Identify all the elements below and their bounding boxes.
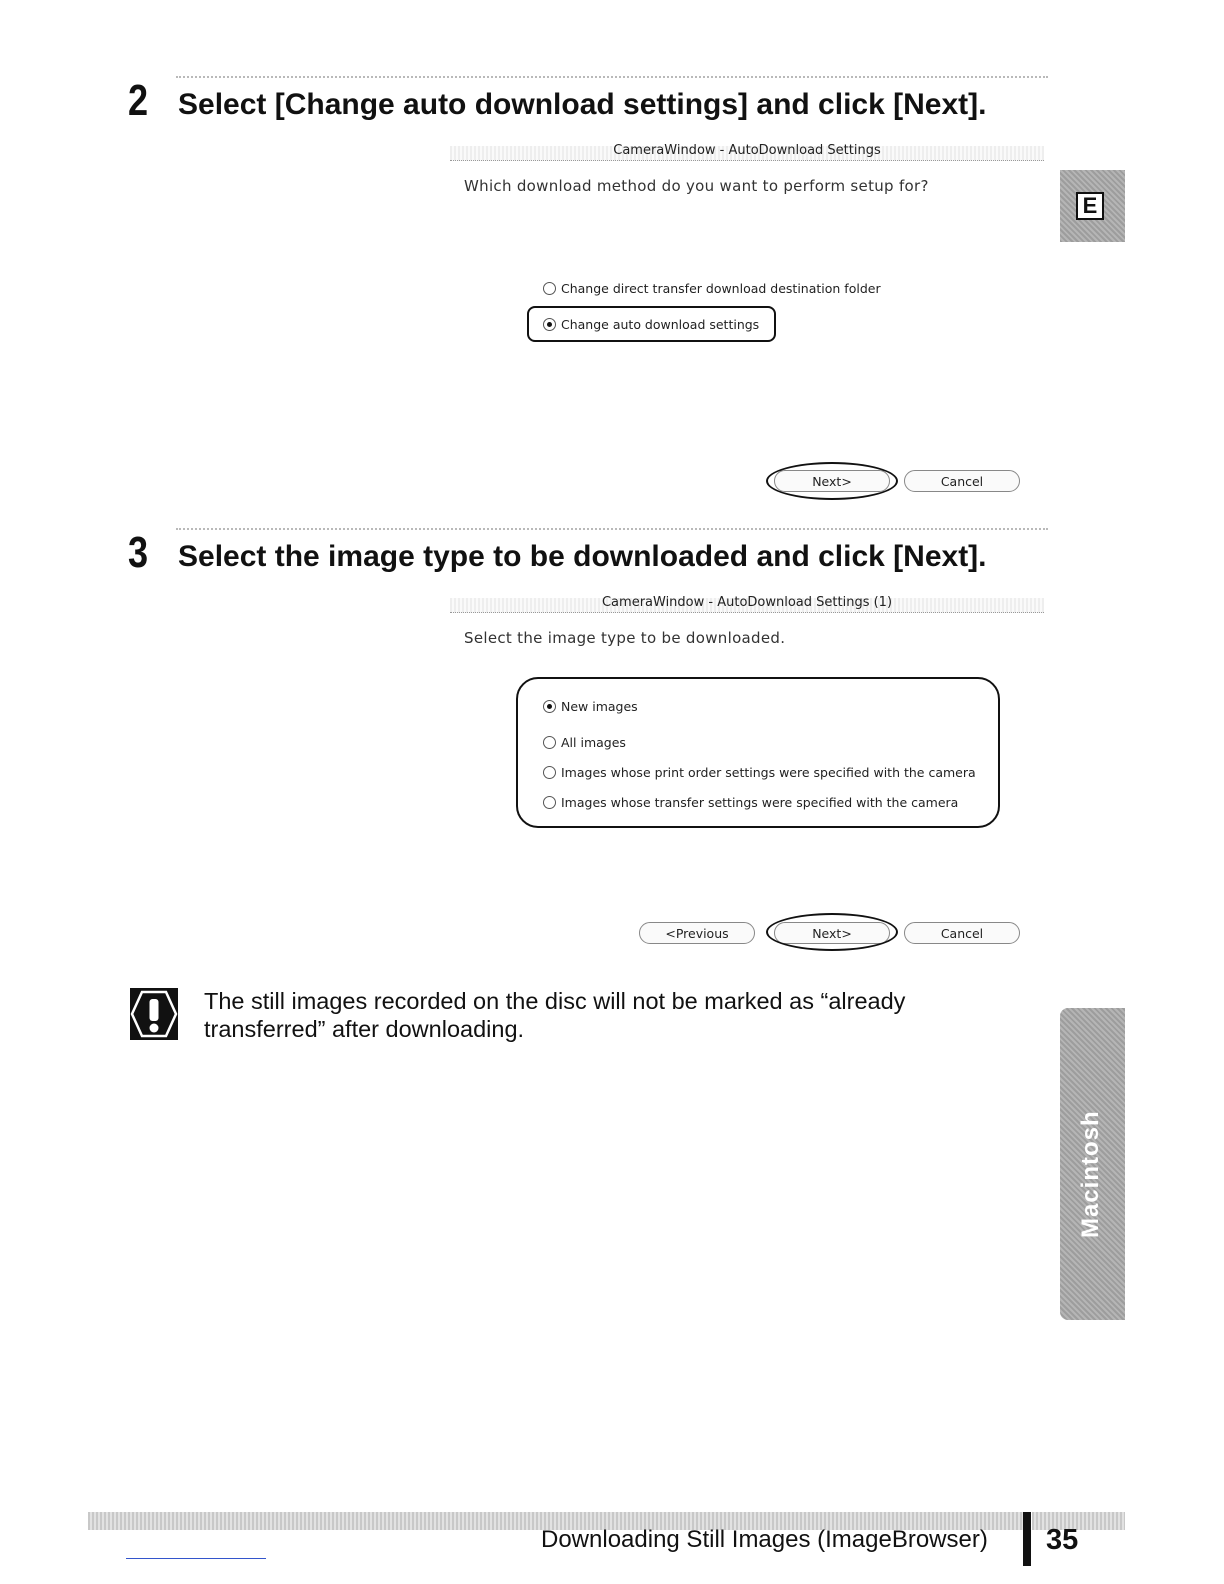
step2-dialog-title: CameraWindow - AutoDownload Settings: [613, 143, 881, 158]
language-tab-label: E: [1076, 192, 1104, 220]
step2-number: 2: [128, 76, 149, 125]
step3-option-transfer-settings[interactable]: [543, 795, 958, 810]
section-tab-label: Macintosh: [1077, 1110, 1104, 1238]
page-number: 35: [1046, 1524, 1079, 1556]
radio-on-icon[interactable]: [543, 318, 556, 331]
option-label: New images: [561, 699, 638, 714]
radio-off-icon[interactable]: [543, 796, 556, 809]
language-tab: [1060, 170, 1125, 242]
note-line-1: The still images recorded on the disc will not be marked as “already: [204, 988, 906, 1014]
footer-section-title: Downloading Still Images (ImageBrowser): [541, 1526, 988, 1553]
step2-next-button[interactable]: Next>: [774, 470, 890, 492]
caution-icon: [130, 988, 178, 1040]
step3-number: 3: [128, 528, 149, 577]
radio-off-icon[interactable]: [543, 766, 556, 779]
radio-on-icon[interactable]: [543, 700, 556, 713]
step3-previous-button[interactable]: <Previous: [639, 922, 755, 944]
step3-dialog-prompt: Select the image type to be downloaded.: [464, 629, 786, 647]
step3-next-button[interactable]: Next>: [774, 922, 890, 944]
option-label: Change auto download settings: [561, 317, 760, 332]
section-tab: [1060, 1008, 1125, 1320]
step3-cancel-button[interactable]: Cancel: [904, 922, 1020, 944]
option-label: All images: [561, 735, 626, 750]
step3-next-highlight: [766, 913, 898, 951]
step3-dialog-title: CameraWindow - AutoDownload Settings (1): [601, 595, 893, 610]
step3-option-new-images[interactable]: [543, 699, 638, 714]
step3-title: Select the image type to be downloaded and click [Next].: [178, 540, 987, 573]
note-line-2: transferred” after downloading.: [204, 1016, 525, 1042]
step3-option-all-images[interactable]: [543, 735, 626, 750]
step2-option-direct-transfer[interactable]: [543, 281, 881, 296]
radio-off-icon[interactable]: [543, 736, 556, 749]
step3-option-print-order[interactable]: [543, 765, 976, 780]
footer-link-underline: [126, 1558, 266, 1559]
step2-cancel-button[interactable]: Cancel: [904, 470, 1020, 492]
step2-next-highlight: [766, 462, 898, 500]
step2-top-rule: [176, 76, 1048, 78]
step2-title: Select [Change auto download settings] and click [Next].: [178, 88, 987, 121]
step3-top-rule: [176, 528, 1048, 530]
option-label: Change direct transfer download destination folder: [561, 281, 881, 296]
option-label: Images whose transfer settings were specified with the camera: [561, 795, 959, 810]
radio-off-icon[interactable]: [543, 282, 556, 295]
step2-dialog-prompt: Which download method do you want to perform setup for?: [464, 177, 929, 195]
step2-option-auto-download[interactable]: [543, 317, 759, 332]
footer-divider: [1023, 1512, 1031, 1566]
option-label: Images whose print order settings were specified with the camera: [561, 765, 976, 780]
